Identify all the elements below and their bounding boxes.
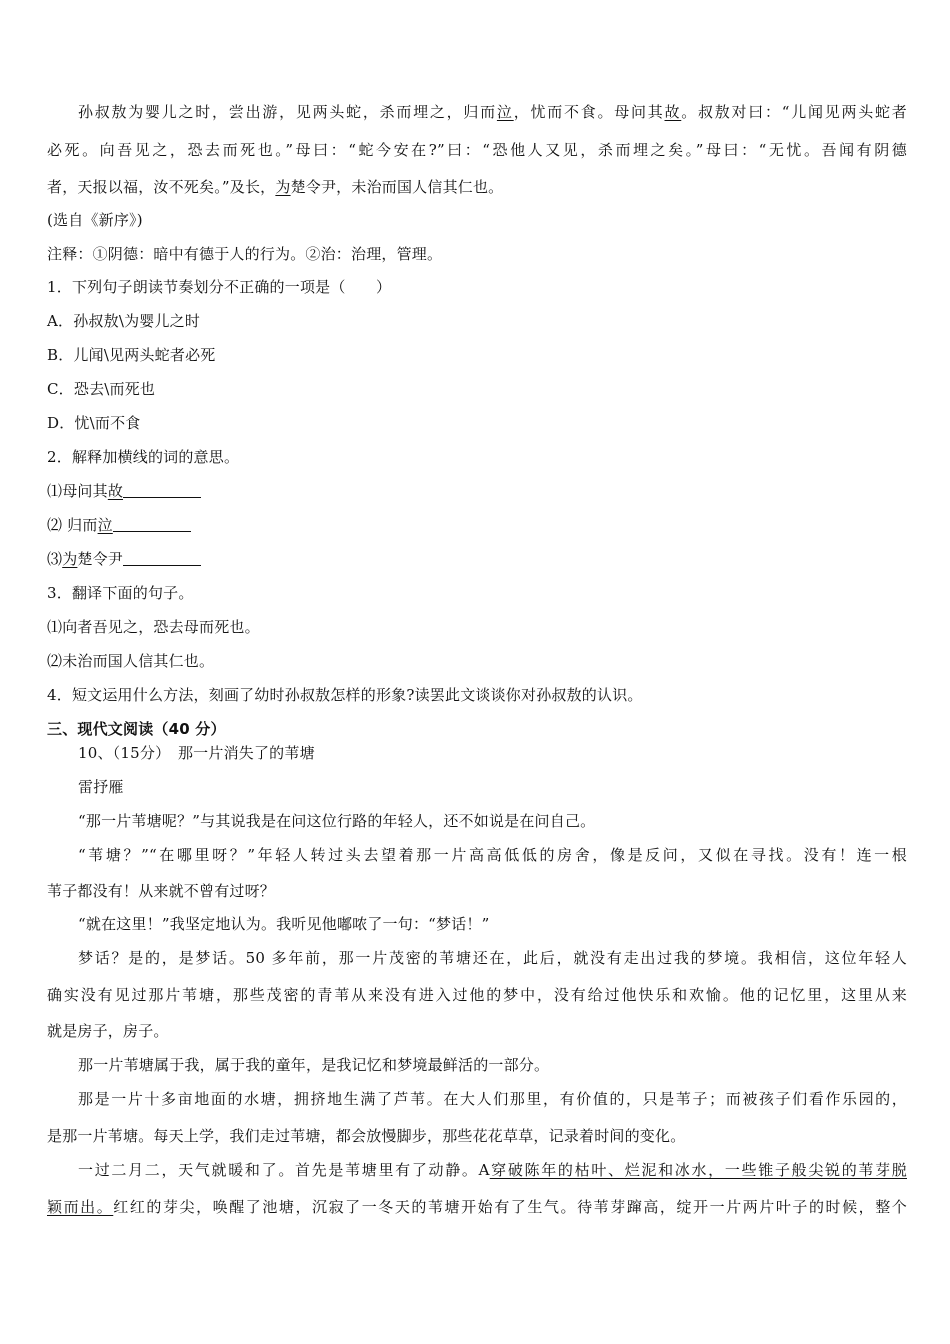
article-para-4-line-3: 就是房子，房子。 bbox=[47, 1022, 169, 1040]
article-para-4-line-1: 梦话？是的，是梦话。50 多年前，那一片茂密的苇塘还在，此后，就没有走出过我的梦境。我相信，这位年轻人 bbox=[78, 949, 907, 967]
question-1-option-d: D．忧\而不食 bbox=[47, 414, 141, 432]
article-para-5: 那一片苇塘属于我，属于我的童年，是我记忆和梦境最鲜活的一部分。 bbox=[78, 1056, 550, 1074]
article-para-7-line-2: 颖而出。红红的芽尖，唤醒了池塘，沉寂了一冬天的苇塘开始有了生气。待苇芽蹿高，绽开一片两片叶子的时候，整个 bbox=[47, 1198, 907, 1216]
underlined-sentence-a: 穿破陈年的枯叶、烂泥和冰水，一些锥子般尖锐的苇芽脱 bbox=[489, 1161, 907, 1179]
underlined-word-wei: 为 bbox=[275, 178, 291, 196]
classical-text-line-3: 者，天报以福，汝不死矣。”及长，为楚令尹，未治而国人信其仁也。 bbox=[47, 178, 504, 196]
article-title: 10、（15分） 那一片消失了的苇塘 bbox=[78, 744, 315, 762]
question-2-item-3: ⑶为楚令尹 bbox=[47, 549, 907, 569]
answer-blank[interactable] bbox=[123, 550, 201, 566]
article-para-6-line-2: 是那一片苇塘。每天上学，我们走过苇塘，都会放慢脚步，那些花花草草，记录着时间的变化。 bbox=[47, 1127, 686, 1145]
article-para-6-line-1: 那是一片十多亩地面的水塘，拥挤地生满了芦苇。在大人们那里，有价值的，只是苇子；而被孩子们看作乐园的， bbox=[78, 1090, 907, 1108]
question-3: 3．翻译下面的句子。 bbox=[47, 584, 194, 602]
article-para-1: “那一片苇塘呢？”与其说我是在问这位行路的年轻人，还不如说是在问自己。 bbox=[78, 812, 596, 830]
underlined-word-qi: 泣 bbox=[496, 103, 514, 121]
article-para-2-line-2: 苇子都没有！从来就不曾有过呀？ bbox=[47, 882, 276, 900]
underlined-word-gu: 故 bbox=[664, 103, 682, 121]
question-1-option-b: B．儿闻\见两头蛇者必死 bbox=[47, 346, 216, 364]
annotation-note: 注释：①阴德：暗中有德于人的行为。②治：治理，管理。 bbox=[47, 245, 443, 263]
question-2: 2．解释加横线的词的意思。 bbox=[47, 448, 240, 466]
article-para-4-line-2: 确实没有见过那片苇塘，那些茂密的青苇从来没有进入过他的梦中，没有给过他快乐和欢愉。他的记忆里，这里从来 bbox=[47, 986, 907, 1004]
article-author: 雷抒雁 bbox=[78, 778, 124, 796]
answer-blank[interactable] bbox=[113, 516, 191, 532]
question-2-item-2: ⑵ 归而泣 bbox=[47, 515, 907, 535]
classical-text-line-2: 必死。向吾见之，恐去而死也。”母曰：“蛇今安在?”曰：“恐他人又见，杀而埋之矣。”母曰：“无忧。吾闻有阴德 bbox=[47, 141, 907, 159]
question-3-item-1: ⑴向者吾见之，恐去母而死也。 bbox=[47, 618, 260, 636]
question-1-option-a: A．孙叔敖\为婴儿之时 bbox=[47, 312, 201, 330]
article-para-3: “就在这里！”我坚定地认为。我听见他嘟哝了一句：“梦话！” bbox=[78, 915, 490, 933]
classical-text-line-1: 孙叔敖为婴儿之时，尝出游，见两头蛇，杀而埋之，归而泣，忧而不食。母问其故。叔敖对曰：“儿闻见两头蛇者 bbox=[78, 103, 907, 121]
source-citation: (选自《新序》) bbox=[47, 211, 143, 229]
question-2-item-1: ⑴母问其故 bbox=[47, 481, 907, 501]
article-para-7-line-1: 一过二月二，天气就暖和了。首先是苇塘里有了动静。A穿破陈年的枯叶、烂泥和冰水，一些锥子般尖锐的苇芽脱 bbox=[78, 1161, 907, 1179]
article-para-2-line-1: “苇塘？”“在哪里呀？”年轻人转过头去望着那一片高高低低的房舍，像是反问，又似在寻找。没有！连一根 bbox=[78, 846, 907, 864]
answer-blank[interactable] bbox=[123, 482, 201, 498]
section-title: 三、现代文阅读（40 分） bbox=[47, 720, 226, 738]
question-1: 1．下列句子朗读节奏划分不正确的一项是（ ） bbox=[47, 278, 392, 296]
question-4: 4．短文运用什么方法，刻画了幼时孙叔敖怎样的形象?读罢此文谈谈你对孙叔敖的认识。 bbox=[47, 686, 643, 704]
question-3-item-2: ⑵未治而国人信其仁也。 bbox=[47, 652, 215, 670]
question-1-option-c: C．恐去\而死也 bbox=[47, 380, 156, 398]
